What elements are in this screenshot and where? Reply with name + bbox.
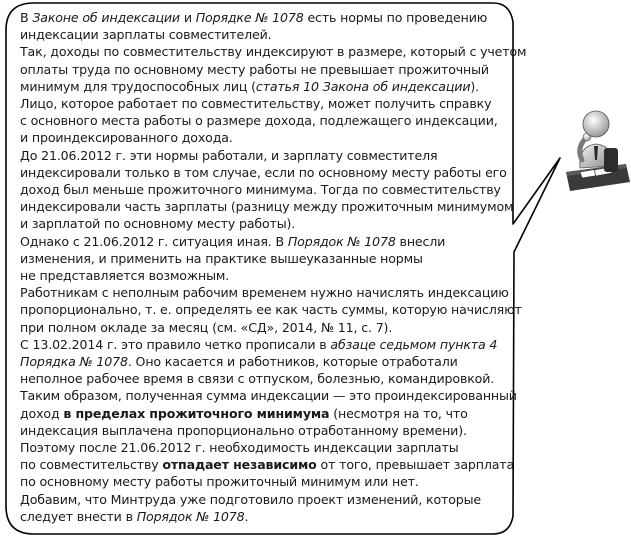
text-line xyxy=(20,284,509,301)
italic-reference: абзаце седьмом пункта 4 xyxy=(330,336,498,352)
article-text xyxy=(20,9,527,525)
text-line xyxy=(20,508,500,525)
text-segment: Однако с 21.06.2012 г. ситуация иная. В xyxy=(20,233,288,249)
text-segment: индексации зарплаты совместителей. xyxy=(20,27,272,43)
text-segment: . Оно касается и работников, которые отработали xyxy=(127,354,458,370)
text-line xyxy=(20,473,500,490)
text-segment: . xyxy=(244,508,249,524)
text-segment: и зарплатой по основному месту работы). xyxy=(20,216,296,232)
italic-reference: Порядок № 1078 xyxy=(136,508,245,524)
text-line xyxy=(20,112,500,129)
text-segment: внесли xyxy=(395,233,446,249)
text-segment: индексировали часть зарплаты (разницу между прожиточным минимумом xyxy=(20,199,514,215)
text-segment: минимум для трудоспособных лиц ( xyxy=(20,78,256,94)
italic-reference: статья 10 Закона об индексации xyxy=(255,78,471,94)
text-segment: Работникам с неполным рабочим временем нужно начислять индексацию xyxy=(20,285,509,301)
text-line xyxy=(20,147,500,164)
text-line xyxy=(20,491,500,508)
text-line xyxy=(20,129,500,146)
text-line xyxy=(20,405,500,422)
text-line xyxy=(20,439,500,456)
text-segment: В xyxy=(20,10,33,25)
text-segment: по совместительству xyxy=(20,457,163,473)
text-segment: (несмотря на то, что xyxy=(329,405,468,421)
text-segment: Таким образом, полученная сумма индексации — это проиндексированный xyxy=(20,388,517,404)
text-segment: не представляется возможным. xyxy=(20,268,230,284)
text-segment: и xyxy=(179,10,196,25)
italic-reference: Законе об индексации xyxy=(32,10,180,25)
text-segment: Так, доходы по совместительству индексируют в размере, который с учетом xyxy=(20,44,527,60)
text-segment: от того, превышает зарплата xyxy=(316,457,515,473)
text-segment: доход был меньше прожиточного минимума. Тогда по совместительству xyxy=(20,182,501,198)
text-line xyxy=(20,9,500,26)
text-segment: оплаты труда по основному месту работы не превышает прожиточный xyxy=(20,61,489,77)
bold-text: отпадает независимо xyxy=(162,457,317,473)
text-segment: доход xyxy=(20,405,64,421)
text-segment: С 13.02.2014 г. это правило четко прописали в xyxy=(20,336,331,352)
text-segment: с основного места работы о размере дохода, подлежащего индексации, xyxy=(20,113,498,129)
text-line xyxy=(20,250,500,267)
text-segment: индексировали только в том случае, если по основному месту работы его xyxy=(20,164,507,180)
text-line xyxy=(20,43,527,60)
text-line xyxy=(20,198,514,215)
text-segment: пропорционально, т. е. определять ее как часть суммы, которую начисляют xyxy=(20,302,522,318)
text-segment: при полном окладе за месяц (см. «СД», 2014, № 11, с. 7). xyxy=(20,319,393,335)
text-segment: Лицо, которое работает по совместительству, может получить справку xyxy=(20,96,492,112)
text-line xyxy=(20,422,500,439)
bold-text: в пределах прожиточного минимума xyxy=(63,405,330,421)
text-line xyxy=(20,336,500,353)
text-line xyxy=(20,370,500,387)
text-segment: по основному месту работы прожиточный минимум или нет. xyxy=(20,474,419,490)
text-line xyxy=(20,61,500,78)
text-segment: Добавим, что Минтруда уже подготовило проект изменений, которые xyxy=(20,491,481,507)
text-segment: изменения, и применить на практике вышеуказанные нормы xyxy=(20,250,423,266)
italic-reference: Порядка № 1078 xyxy=(20,354,128,370)
text-segment: До 21.06.2012 г. эти нормы работали, и зарплату совместителя xyxy=(20,147,438,163)
text-line xyxy=(20,164,507,181)
text-line xyxy=(20,301,522,318)
text-line xyxy=(20,95,500,112)
thinking-person-at-desk-icon xyxy=(560,98,631,194)
text-segment: следует внести в xyxy=(20,508,137,524)
italic-reference: Порядок № 1078 xyxy=(287,233,396,249)
text-segment: есть нормы по проведению xyxy=(303,10,488,25)
text-segment: и проиндексированного дохода. xyxy=(20,130,233,146)
text-line xyxy=(20,26,500,43)
text-line xyxy=(20,387,517,404)
italic-reference: Порядке № 1078 xyxy=(195,10,304,25)
text-segment: Поэтому после 21.06.2012 г. необходимость индексации зарплаты xyxy=(20,440,459,456)
text-line xyxy=(20,456,515,473)
text-line xyxy=(20,353,500,370)
text-line xyxy=(20,267,500,284)
text-line xyxy=(20,78,500,95)
text-segment: индексация выплачена пропорционально отработанному времени). xyxy=(20,422,467,438)
text-segment: неполное рабочее время в связи с отпуском, болезнью, командировкой. xyxy=(20,371,495,387)
text-line xyxy=(20,215,500,232)
text-line xyxy=(20,233,500,250)
text-line xyxy=(20,181,500,198)
text-segment: ). xyxy=(470,78,479,94)
text-line xyxy=(20,319,500,336)
